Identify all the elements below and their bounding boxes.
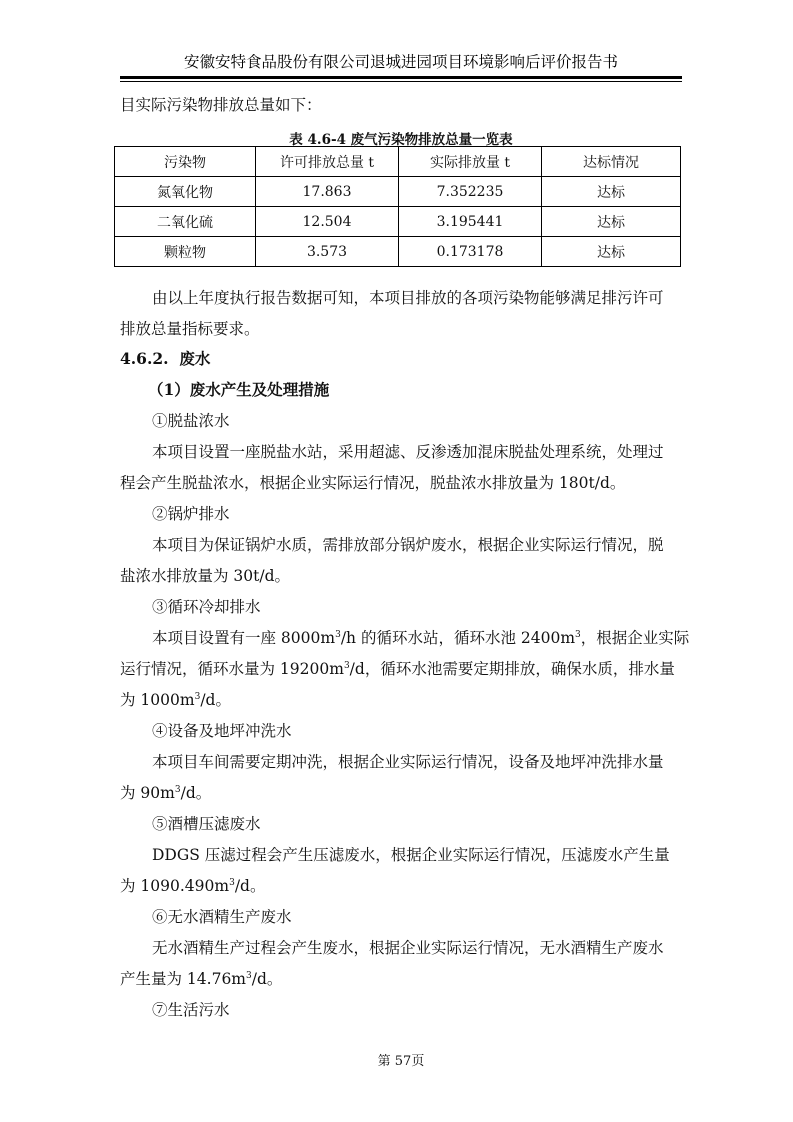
item-3-line-2: 运行情况，循环水量为 $19200m^3/d$，循环水池需要定期排放，确保水质，排水量 [120, 660, 675, 678]
table-cell: 氮氧化物 [115, 177, 256, 207]
header-cell-pollutant: 污染物 [115, 147, 256, 177]
summary-line-2: 排放总量指标要求。 [120, 320, 260, 338]
table-cell: 达标 [542, 207, 681, 237]
item-3-line-1: 本项目设置有一座 $8000m^3/h$ 的循环水站，循环水池 $2400m^3$，根据企业实际 [152, 629, 690, 647]
table-header-row [115, 147, 681, 177]
item-3-title: ③循环冷却排水 [152, 598, 261, 616]
item-2-line-2: 盐浓水排放量为 30t/d。 [120, 567, 291, 585]
table-cell: 达标 [542, 237, 681, 267]
header-rule-thin [120, 81, 682, 82]
item-4-line-1: 本项目车间需要定期冲洗，根据企业实际运行情况，设备及地坪冲洗排水量 [152, 753, 664, 771]
item-2-title: ②锅炉排水 [152, 505, 230, 523]
page-number: 第 57页 [377, 1054, 425, 1069]
table-cell: 颗粒物 [115, 237, 256, 267]
table-cell: 3.573 [256, 237, 399, 267]
item-6-title: ⑥无水酒精生产废水 [152, 908, 292, 926]
header-cell-status: 达标情况 [542, 147, 681, 177]
item-5-line-2: 为 $1090.490m^3/d$。 [120, 877, 266, 895]
subsection-heading: （1）废水产生及处理措施 [148, 380, 330, 399]
table-cell: 12.504 [256, 207, 399, 237]
section-number: 4.6.2. [120, 349, 169, 368]
item-5-title: ⑤酒槽压滤废水 [152, 815, 261, 833]
header-cell-permitted: 许可排放总量 t [256, 147, 399, 177]
item-6-line-2: 产生量为 $14.76m^3/d$。 [120, 970, 283, 988]
table-row [115, 207, 681, 237]
item-7-title: ⑦生活污水 [152, 1001, 230, 1019]
item-3-line-3: 为 $1000m^3/d$。 [120, 691, 231, 709]
item-4-line-2: 为 $90m^3/d$。 [120, 784, 212, 802]
header-cell-actual: 实际排放量 t [399, 147, 542, 177]
emission-table [114, 146, 681, 267]
table-row [115, 237, 681, 267]
table-cell: 7.352235 [399, 177, 542, 207]
table-caption: 表 4.6-4 废气污染物排放总量一览表 [289, 132, 513, 148]
table-cell: 3.195441 [399, 207, 542, 237]
item-2-line-1: 本项目为保证锅炉水质，需排放部分锅炉废水，根据企业实际运行情况，脱 [152, 536, 664, 554]
section-title: 废水 [179, 349, 211, 368]
table-cell: 17.863 [256, 177, 399, 207]
table-cell: 0.173178 [399, 237, 542, 267]
item-6-line-1: 无水酒精生产过程会产生废水，根据企业实际运行情况，无水酒精生产废水 [152, 939, 664, 957]
item-5-line-1: DDGS 压滤过程会产生压滤废水，根据企业实际运行情况，压滤废水产生量 [152, 846, 670, 864]
section-heading [120, 349, 210, 369]
item-4-title: ④设备及地坪冲洗水 [152, 722, 292, 740]
item-1-title: ①脱盐浓水 [152, 412, 230, 430]
item-1-line-2: 程会产生脱盐浓水，根据企业实际运行情况，脱盐浓水排放量为 180t/d。 [120, 474, 626, 492]
item-1-line-1: 本项目设置一座脱盐水站，采用超滤、反渗透加混床脱盐处理系统，处理过 [152, 443, 664, 461]
summary-line-1: 由以上年度执行报告数据可知，本项目排放的各项污染物能够满足排污许可 [152, 289, 664, 307]
table-cell: 二氧化硫 [115, 207, 256, 237]
page-header-title: 安徽安特食品股份有限公司退城进园项目环境影响后评价报告书 [183, 53, 618, 71]
header-rule-thick [120, 76, 682, 79]
table-row [115, 177, 681, 207]
table-cell: 达标 [542, 177, 681, 207]
intro-line: 目实际污染物排放总量如下： [120, 96, 322, 114]
